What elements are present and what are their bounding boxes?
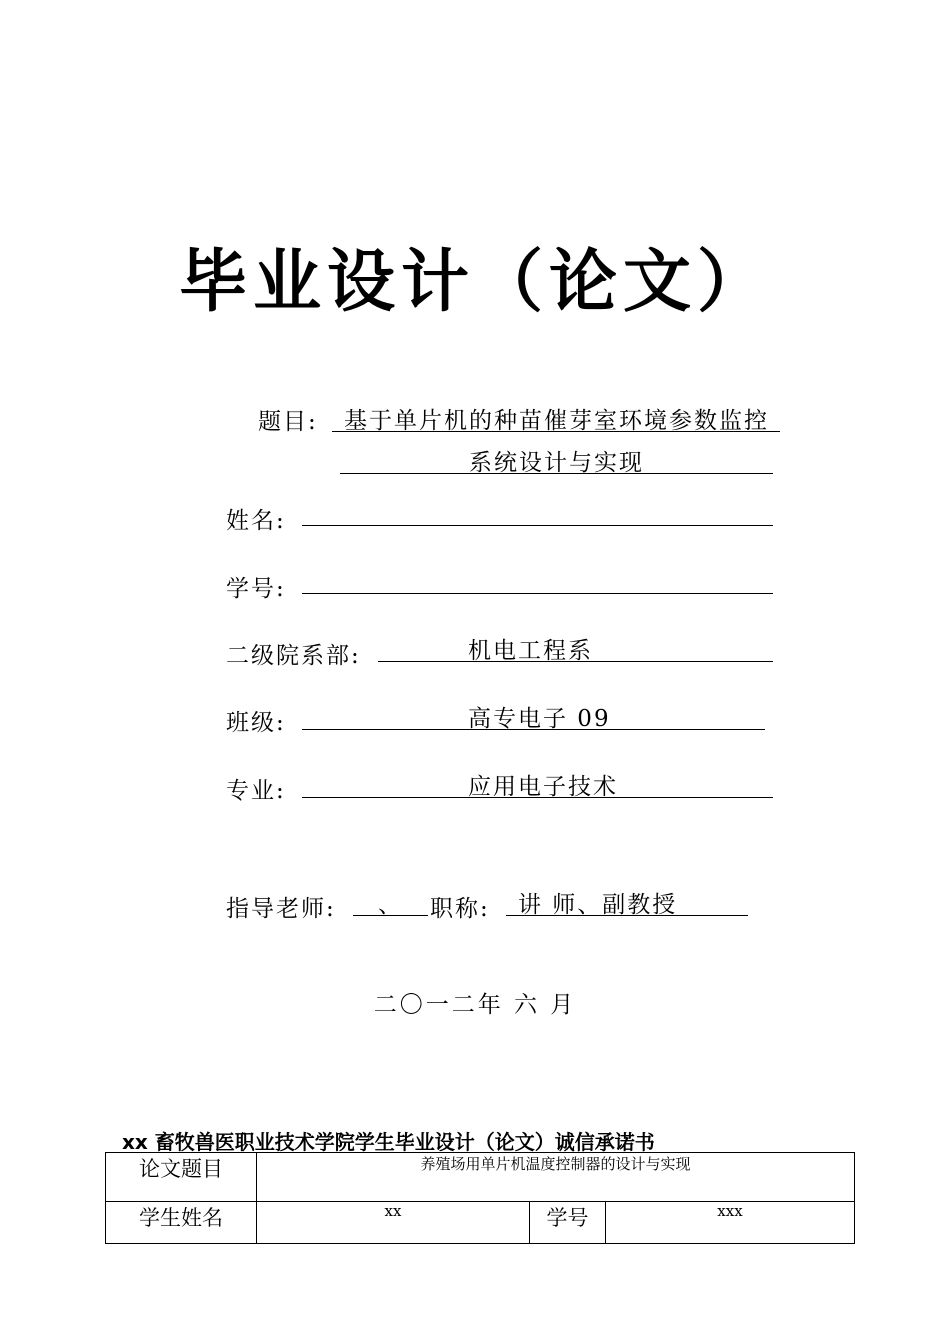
student-name-cell-label: 学生姓名: [106, 1202, 257, 1244]
rank-label: 职称:: [430, 896, 490, 922]
student-id-label: 学号:: [226, 576, 286, 602]
rank-field: 讲 师、副教授: [506, 886, 748, 916]
student-id-cell-value: xxx: [606, 1202, 855, 1244]
topic-label: 题目:: [258, 409, 318, 435]
major-field: 应用电子技术: [302, 768, 773, 798]
document-title: 毕业设计（论文）: [178, 243, 771, 322]
student-name-cell-value: xx: [257, 1202, 530, 1244]
topic-cell-label: 论文题目: [106, 1153, 257, 1202]
department-label: 二级院系部:: [226, 643, 361, 669]
topic-cell-value: 养殖场用单片机温度控制器的设计与实现: [257, 1153, 855, 1202]
topic-line-1: 基于单片机的种苗催芽室环境参数监控: [332, 402, 780, 432]
class-label: 班级:: [226, 710, 286, 736]
table-row: [106, 1202, 855, 1244]
student-id-cell-label: 学号: [530, 1202, 606, 1244]
pledge-title: xx 畜牧兽医职业技术学院学生毕业设计（论文）诚信承诺书: [122, 1130, 655, 1154]
name-field: [302, 496, 773, 526]
document-date: 二〇一二年 六 月: [373, 992, 577, 1018]
advisor-label: 指导老师:: [226, 896, 336, 922]
table-row: [106, 1153, 855, 1202]
major-label: 专业:: [226, 778, 286, 804]
student-id-field: [302, 564, 773, 594]
advisor-field: 、: [353, 886, 428, 916]
name-label: 姓名:: [226, 508, 286, 534]
pledge-table: [105, 1152, 855, 1244]
department-field: 机电工程系: [378, 632, 773, 662]
class-field: 高专电子 09: [302, 700, 765, 730]
topic-line-2: 系统设计与实现: [340, 444, 773, 474]
